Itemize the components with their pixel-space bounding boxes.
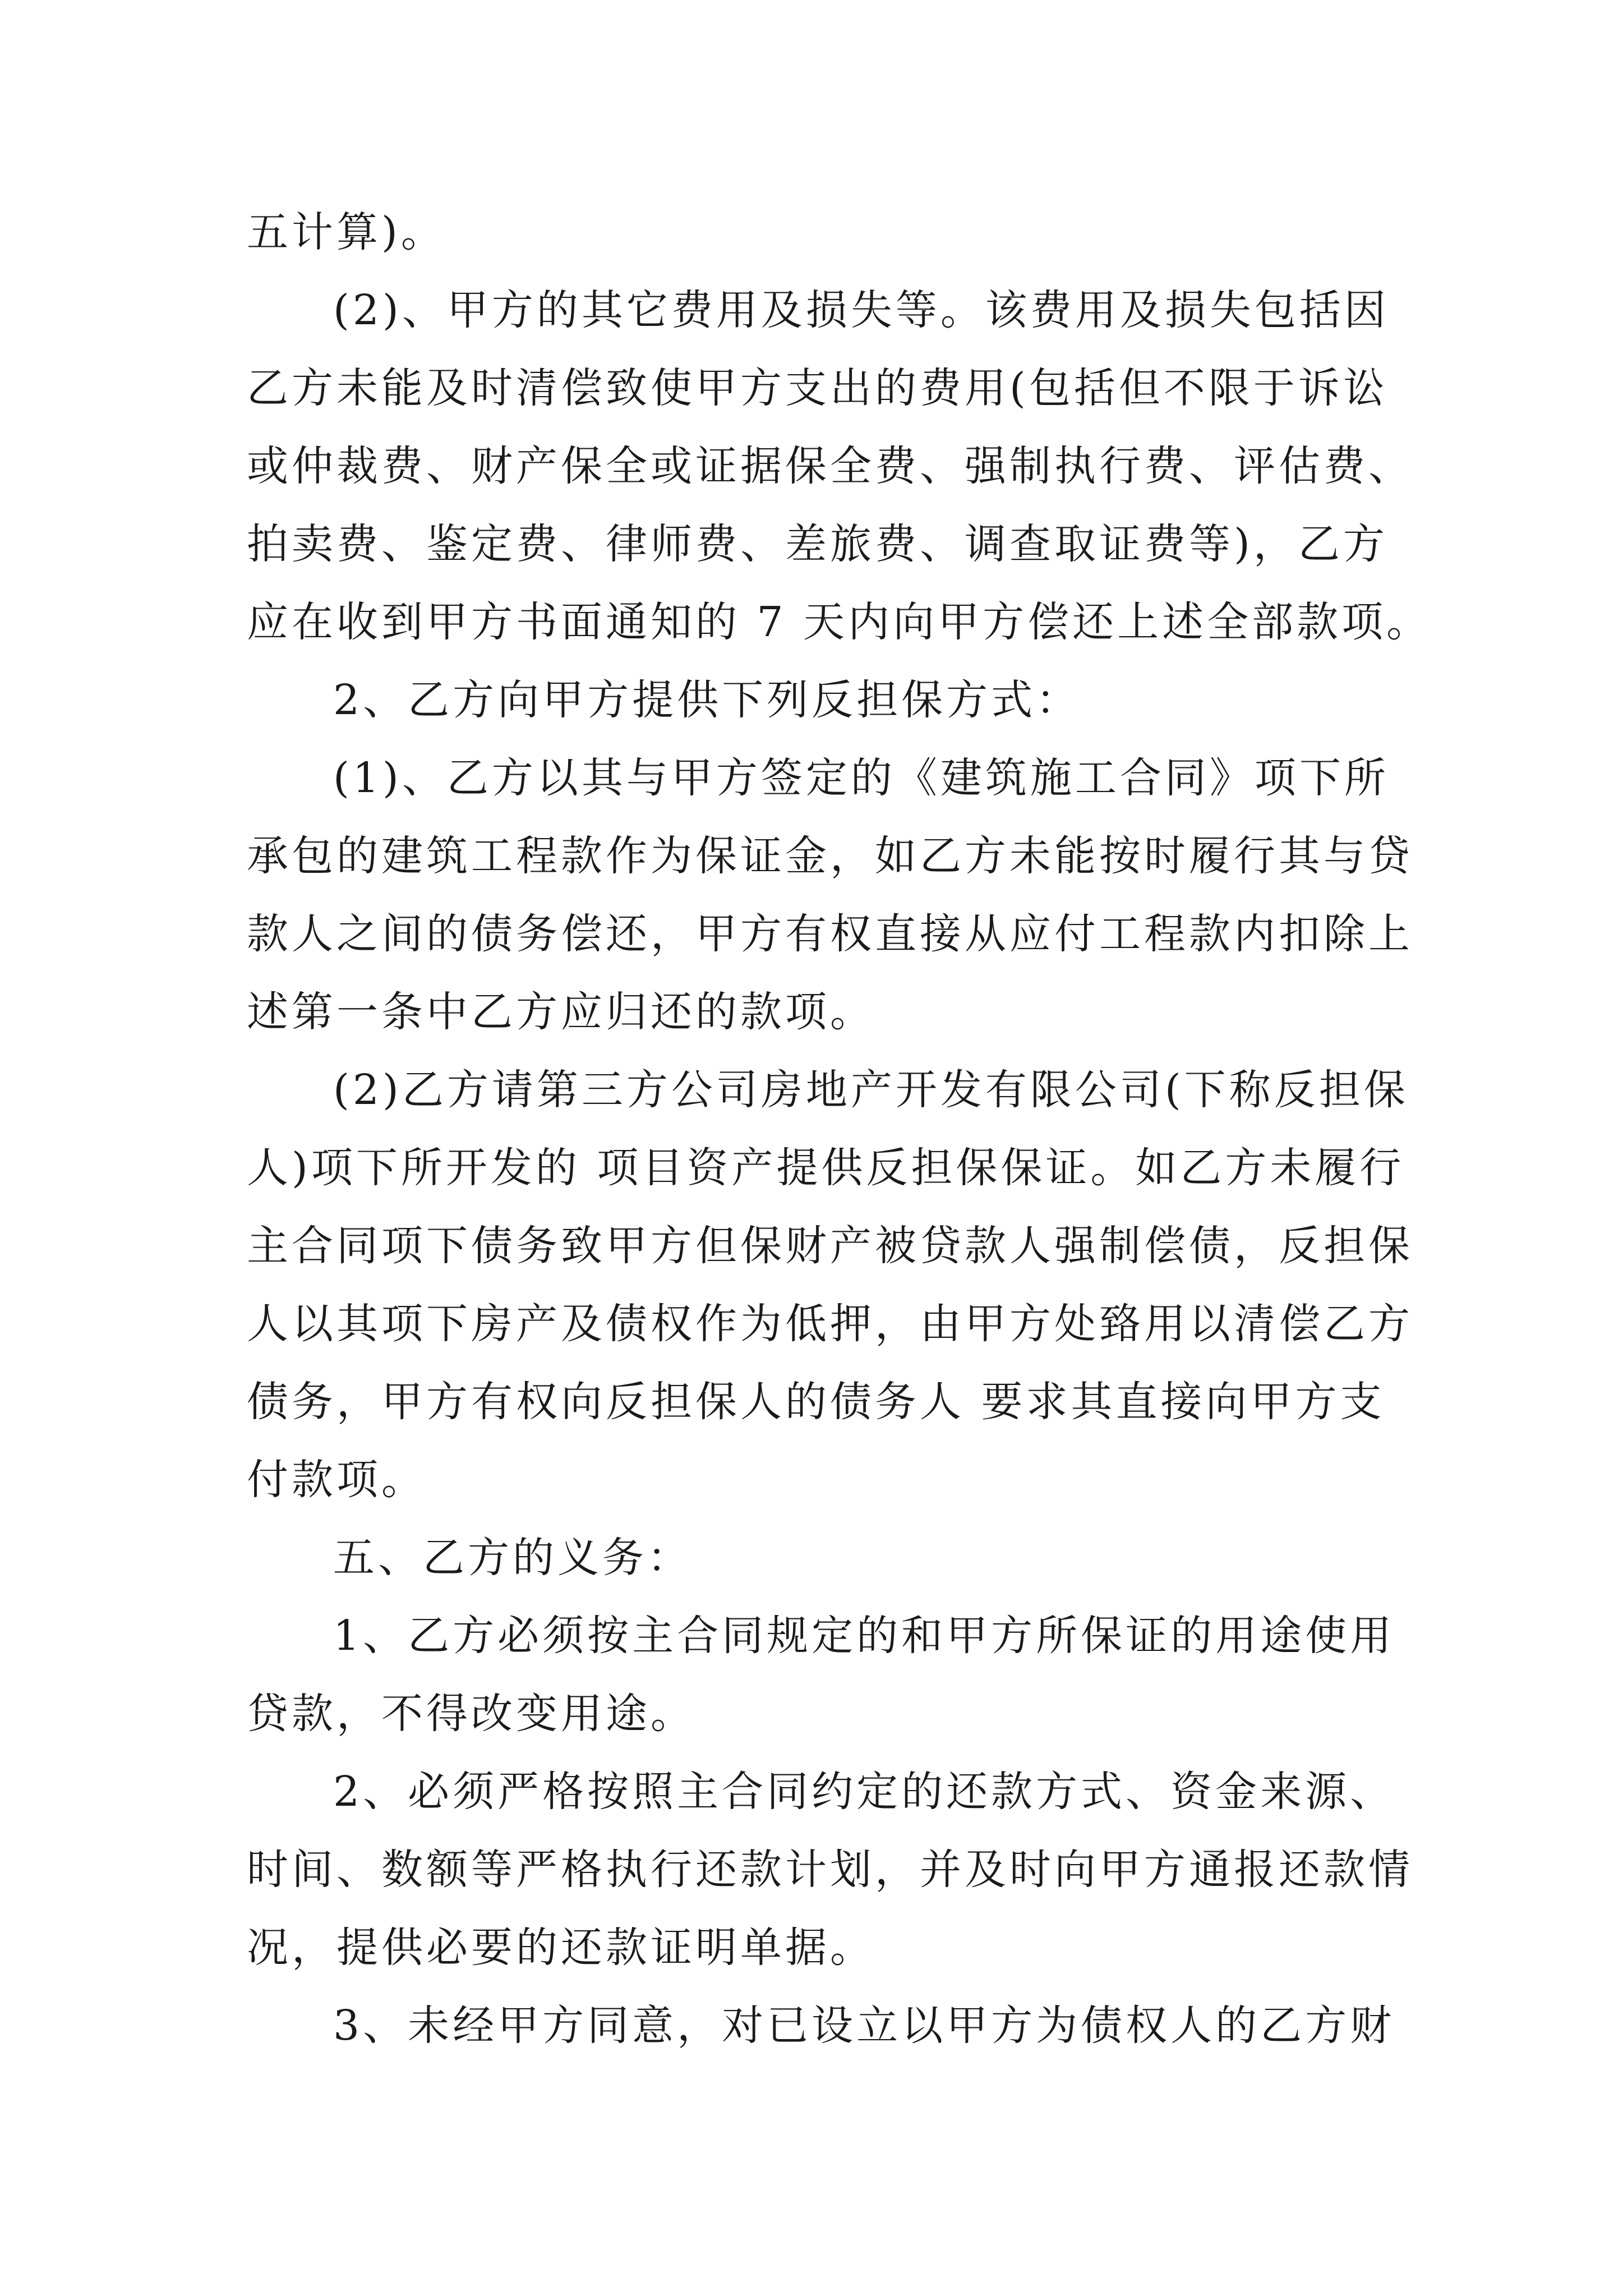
text-line: (2)乙方请第三方公司房地产开发有限公司(下称反担保 — [333, 1066, 1409, 1114]
text-line: 债务，甲方有权向反担保人的债务人 要求其直接向甲方支 — [247, 1378, 1385, 1426]
text-line: 五、乙方的义务： — [333, 1534, 692, 1582]
text-line: 1、乙方必须按主合同规定的和甲方所保证的用途使用 — [333, 1612, 1395, 1660]
text-line: 3、未经甲方同意，对已设立以甲方为债权人的乙方财 — [333, 2001, 1395, 2050]
text-line: 2、乙方向甲方提供下列反担保方式： — [333, 676, 1081, 724]
text-line: 述第一条中乙方应归还的款项。 — [247, 988, 875, 1036]
text-line: 付款项。 — [247, 1456, 426, 1504]
text-line: 承包的建筑工程款作为保证金，如乙方未能按时履行其与贷 — [247, 832, 1413, 880]
text-line: (1)、乙方以其与甲方签定的《建筑施工合同》项下所 — [333, 754, 1389, 802]
text-line: 况，提供必要的还款证明单据。 — [247, 1924, 875, 1972]
text-line: 主合同项下债务致甲方但保财产被贷款人强制偿债，反担保 — [247, 1222, 1413, 1270]
text-line: 人)项下所开发的 项目资产提供反担保保证。如乙方未履行 — [247, 1144, 1405, 1192]
text-line: (2)、甲方的其它费用及损失等。该费用及损失包括因 — [333, 286, 1389, 334]
text-line: 2、必须严格按照主合同约定的还款方式、资金来源、 — [333, 1768, 1395, 1816]
text-line: 应在收到甲方书面通知的 7 天内向甲方偿还上述全部款项。 — [247, 598, 1432, 646]
text-line: 乙方未能及时清偿致使甲方支出的费用(包括但不限于诉讼 — [247, 364, 1388, 412]
text-line: 拍卖费、鉴定费、律师费、差旅费、调查取证费等)，乙方 — [247, 520, 1388, 568]
text-line: 贷款，不得改变用途。 — [247, 1690, 695, 1738]
text-line: 或仲裁费、财产保全或证据保全费、强制执行费、评估费、 — [247, 442, 1413, 490]
text-line: 时间、数额等严格执行还款计划，并及时向甲方通报还款情 — [247, 1846, 1413, 1894]
text-line: 人以其项下房产及债权作为低押，由甲方处臵用以清偿乙方 — [247, 1300, 1413, 1348]
text-line: 五计算)。 — [247, 208, 446, 256]
document-body — [247, 194, 1432, 2065]
text-line: 款人之间的债务偿还，甲方有权直接从应付工程款内扣除上 — [247, 910, 1413, 958]
